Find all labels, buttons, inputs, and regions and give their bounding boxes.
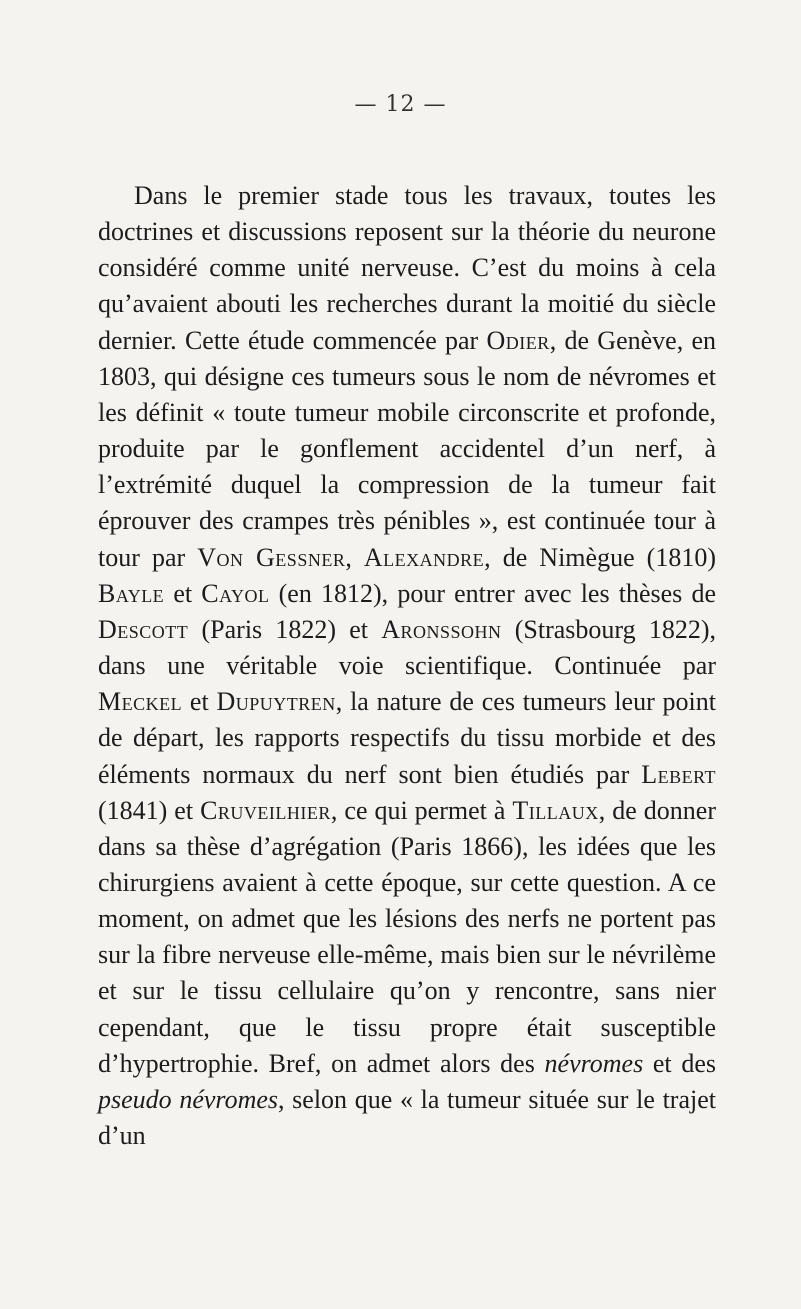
term-pseudo-nevromes: pseudo névromes [98, 1084, 278, 1114]
text-segment: , [345, 542, 364, 572]
text-segment: , de donner dans sa thèse d’agrégation (Paris 1866), les idées que les chirurgiens avaient à cette époque, sur cette question. A ce moment, on admet que les lésions des nerfs ne portent pas sur la fibre nerveuse elle-même, mais bien sur le névrilème et sur le tissu cellulaire qu’on y rencontre, sans nier cependant, que le tissu propre était susceptible d’hypertrophie. Bref, on admet alors des [98, 795, 717, 1078]
author-name-cruveilhier: Cruveilhier [200, 795, 331, 825]
text-segment: , la nature de ces tumeurs leur point de départ, les rapports respectifs du tissu morbide et des éléments normaux du nerf sont bien étudiés par [98, 687, 716, 789]
author-name-meckel: Meckel [98, 687, 183, 717]
text-segment: et des [643, 1048, 716, 1078]
author-name-von-gessner: Von Gessner [197, 542, 346, 572]
body-text [98, 178, 716, 1154]
author-name-lebert: Lebert [641, 759, 716, 789]
author-name-odier: Odier [486, 325, 550, 355]
page-number: — 12 — [354, 92, 447, 117]
author-name-tillaux: Tillaux [512, 795, 599, 825]
text-segment: , ce qui permet à [330, 795, 513, 825]
author-name-bayle: Bayle [98, 578, 165, 608]
author-name-cayol: Cayol [201, 578, 270, 608]
text-segment: et [182, 687, 217, 717]
author-name-alexandre: Alexandre [363, 542, 485, 572]
text-segment: (1841) et [98, 795, 201, 825]
text-segment: , de Nimègue (1810) [484, 542, 716, 572]
text-segment: (Strasbourg 1822), dans une véritable voie scientifique. Continuée par [98, 614, 716, 681]
text-segment: et [164, 578, 202, 608]
author-name-descott: Descott [98, 614, 189, 644]
text-segment: , de Genève, en 1803, qui désigne ces tumeurs sous le nom de névromes et les définit « toute tumeur mobile circonscrite et profonde, produite par le gonflement accidentel d’un nerf, à l’extrémité duquel la compression de la tumeur fait éprouver des crampes très pénibles », est continuée tour à tour par [98, 325, 716, 572]
paragraph [98, 178, 716, 1154]
author-name-dupuytren: Dupuytren [216, 687, 336, 717]
text-segment: (Paris 1822) et [188, 614, 382, 644]
text-segment: , selon que « la tumeur située sur le trajet d’un [98, 1084, 716, 1151]
text-segment: (en 1812), pour entrer avec les thèses de [269, 578, 716, 608]
author-name-aronssohn: Aronssohn [381, 614, 502, 644]
term-nevromes: névromes [544, 1048, 644, 1078]
text-segment: Dans le premier stade tous les travaux, toutes les doctrines et discussions reposent sur la théorie du neurone considéré comme unité nerveuse. C’est du moins à cela qu’avaient abouti les recherches durant la moitié du siècle dernier. Cette étude commencée par [98, 181, 716, 355]
